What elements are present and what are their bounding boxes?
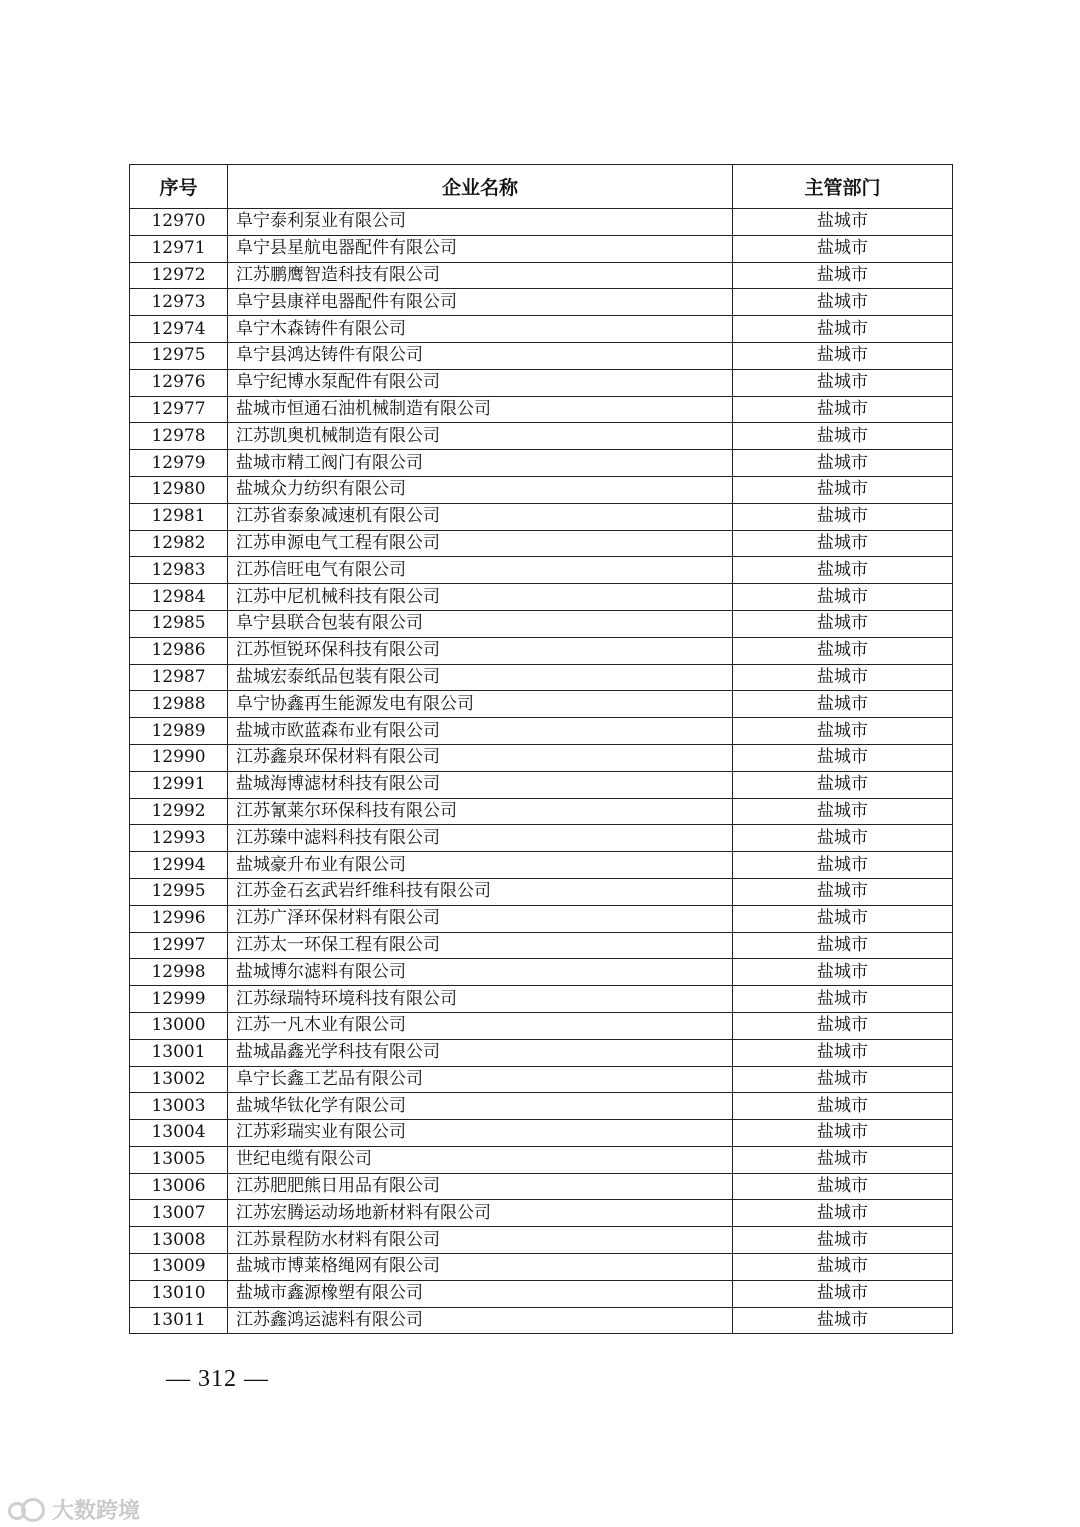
cell-dept: 盐城市 xyxy=(733,1173,953,1200)
table-row xyxy=(130,557,953,584)
cell-seq: 12993 xyxy=(130,825,228,852)
cell-dept: 盐城市 xyxy=(733,342,953,369)
cell-name: 江苏申源电气工程有限公司 xyxy=(228,530,733,557)
cell-name: 江苏彩瑞实业有限公司 xyxy=(228,1120,733,1147)
cell-seq: 12983 xyxy=(130,557,228,584)
table-row xyxy=(130,691,953,718)
table-row xyxy=(130,396,953,423)
cell-name: 盐城市鑫源橡塑有限公司 xyxy=(228,1280,733,1307)
cell-seq: 12992 xyxy=(130,798,228,825)
cell-dept: 盐城市 xyxy=(733,798,953,825)
cell-name: 江苏鹏鹰智造科技有限公司 xyxy=(228,262,733,289)
cell-seq: 12996 xyxy=(130,905,228,932)
cell-seq: 13002 xyxy=(130,1066,228,1093)
cell-dept: 盐城市 xyxy=(733,530,953,557)
cell-dept: 盐城市 xyxy=(733,557,953,584)
cell-dept: 盐城市 xyxy=(733,878,953,905)
table-row xyxy=(130,932,953,959)
table-row xyxy=(130,342,953,369)
cell-seq: 13006 xyxy=(130,1173,228,1200)
cell-dept: 盐城市 xyxy=(733,289,953,316)
table-row xyxy=(130,1200,953,1227)
cell-seq: 12985 xyxy=(130,610,228,637)
cell-seq: 12994 xyxy=(130,852,228,879)
cell-seq: 13011 xyxy=(130,1307,228,1334)
table-row xyxy=(130,798,953,825)
cell-seq: 12995 xyxy=(130,878,228,905)
table-row xyxy=(130,825,953,852)
cell-seq: 13009 xyxy=(130,1254,228,1281)
cell-seq: 12981 xyxy=(130,503,228,530)
cell-dept: 盐城市 xyxy=(733,718,953,745)
cell-dept: 盐城市 xyxy=(733,771,953,798)
cell-seq: 12977 xyxy=(130,396,228,423)
header-seq: 序号 xyxy=(130,165,228,209)
cell-name: 江苏鑫泉环保材料有限公司 xyxy=(228,744,733,771)
cell-dept: 盐城市 xyxy=(733,986,953,1013)
logo-icon xyxy=(8,1498,46,1522)
cell-dept: 盐城市 xyxy=(733,744,953,771)
cell-name: 盐城海博滤材科技有限公司 xyxy=(228,771,733,798)
cell-dept: 盐城市 xyxy=(733,1307,953,1334)
table-row xyxy=(130,476,953,503)
cell-name: 盐城华钛化学有限公司 xyxy=(228,1093,733,1120)
table-row xyxy=(130,1093,953,1120)
table-row xyxy=(130,1280,953,1307)
cell-dept: 盐城市 xyxy=(733,235,953,262)
cell-name: 世纪电缆有限公司 xyxy=(228,1146,733,1173)
table-row xyxy=(130,584,953,611)
cell-name: 江苏太一环保工程有限公司 xyxy=(228,932,733,959)
cell-seq: 12974 xyxy=(130,316,228,343)
cell-dept: 盐城市 xyxy=(733,905,953,932)
cell-seq: 13001 xyxy=(130,1039,228,1066)
table-row xyxy=(130,610,953,637)
table-row xyxy=(130,1120,953,1147)
table-row xyxy=(130,1307,953,1334)
cell-seq: 12980 xyxy=(130,476,228,503)
table-row xyxy=(130,1173,953,1200)
watermark xyxy=(8,1494,140,1525)
table-row xyxy=(130,1039,953,1066)
cell-name: 江苏一凡木业有限公司 xyxy=(228,1012,733,1039)
cell-name: 阜宁县联合包装有限公司 xyxy=(228,610,733,637)
watermark-text: 大数跨境 xyxy=(52,1499,141,1524)
cell-name: 阜宁纪博水泵配件有限公司 xyxy=(228,369,733,396)
cell-dept: 盐城市 xyxy=(733,1227,953,1254)
cell-dept: 盐城市 xyxy=(733,396,953,423)
table-row xyxy=(130,1227,953,1254)
cell-seq: 13007 xyxy=(130,1200,228,1227)
cell-name: 江苏鑫鸿运滤料有限公司 xyxy=(228,1307,733,1334)
cell-name: 江苏景程防水材料有限公司 xyxy=(228,1227,733,1254)
cell-dept: 盐城市 xyxy=(733,1039,953,1066)
cell-name: 盐城市博莱格绳网有限公司 xyxy=(228,1254,733,1281)
cell-name: 江苏臻中滤料科技有限公司 xyxy=(228,825,733,852)
cell-name: 盐城市恒通石油机械制造有限公司 xyxy=(228,396,733,423)
table-row xyxy=(130,852,953,879)
cell-seq: 12971 xyxy=(130,235,228,262)
table-row xyxy=(130,289,953,316)
cell-name: 江苏广泽环保材料有限公司 xyxy=(228,905,733,932)
cell-seq: 12982 xyxy=(130,530,228,557)
cell-seq: 12970 xyxy=(130,209,228,236)
cell-name: 盐城晶鑫光学科技有限公司 xyxy=(228,1039,733,1066)
cell-name: 盐城市欧蓝森布业有限公司 xyxy=(228,718,733,745)
cell-seq: 12987 xyxy=(130,664,228,691)
cell-name: 阜宁长鑫工艺品有限公司 xyxy=(228,1066,733,1093)
table-row xyxy=(130,718,953,745)
table-row xyxy=(130,664,953,691)
cell-name: 江苏凯奥机械制造有限公司 xyxy=(228,423,733,450)
cell-dept: 盐城市 xyxy=(733,1146,953,1173)
cell-seq: 12997 xyxy=(130,932,228,959)
table-row xyxy=(130,209,953,236)
cell-dept: 盐城市 xyxy=(733,423,953,450)
cell-name: 盐城众力纺织有限公司 xyxy=(228,476,733,503)
table-row xyxy=(130,262,953,289)
cell-seq: 12990 xyxy=(130,744,228,771)
cell-seq: 12991 xyxy=(130,771,228,798)
table-row xyxy=(130,235,953,262)
cell-dept: 盐城市 xyxy=(733,503,953,530)
cell-name: 阜宁协鑫再生能源发电有限公司 xyxy=(228,691,733,718)
table-row xyxy=(130,959,953,986)
cell-seq: 12978 xyxy=(130,423,228,450)
cell-name: 江苏中尼机械科技有限公司 xyxy=(228,584,733,611)
cell-seq: 12975 xyxy=(130,342,228,369)
cell-seq: 13003 xyxy=(130,1093,228,1120)
table-row xyxy=(130,744,953,771)
cell-dept: 盐城市 xyxy=(733,1200,953,1227)
cell-dept: 盐城市 xyxy=(733,316,953,343)
table-body xyxy=(130,209,953,1334)
table-row xyxy=(130,771,953,798)
cell-dept: 盐城市 xyxy=(733,450,953,477)
table-row xyxy=(130,1254,953,1281)
header-name: 企业名称 xyxy=(228,165,733,209)
cell-name: 江苏恒锐环保科技有限公司 xyxy=(228,637,733,664)
cell-name: 盐城市精工阀门有限公司 xyxy=(228,450,733,477)
table-header-row xyxy=(130,165,953,209)
cell-dept: 盐城市 xyxy=(733,1120,953,1147)
cell-name: 阜宁泰利泵业有限公司 xyxy=(228,209,733,236)
cell-name: 阜宁县康祥电器配件有限公司 xyxy=(228,289,733,316)
cell-dept: 盐城市 xyxy=(733,959,953,986)
table-row xyxy=(130,878,953,905)
cell-name: 江苏绿瑞特环境科技有限公司 xyxy=(228,986,733,1013)
table-row xyxy=(130,423,953,450)
enterprise-table-container xyxy=(129,164,952,1334)
cell-dept: 盐城市 xyxy=(733,637,953,664)
cell-seq: 12979 xyxy=(130,450,228,477)
cell-name: 阜宁木森铸件有限公司 xyxy=(228,316,733,343)
cell-seq: 12984 xyxy=(130,584,228,611)
cell-name: 江苏宏腾运动场地新材料有限公司 xyxy=(228,1200,733,1227)
enterprise-table xyxy=(129,164,953,1334)
cell-name: 盐城宏泰纸品包装有限公司 xyxy=(228,664,733,691)
table-row xyxy=(130,1066,953,1093)
cell-name: 江苏省泰象减速机有限公司 xyxy=(228,503,733,530)
cell-dept: 盐城市 xyxy=(733,209,953,236)
cell-seq: 13005 xyxy=(130,1146,228,1173)
cell-seq: 12976 xyxy=(130,369,228,396)
cell-dept: 盐城市 xyxy=(733,825,953,852)
cell-dept: 盐城市 xyxy=(733,610,953,637)
cell-name: 江苏氰莱尔环保科技有限公司 xyxy=(228,798,733,825)
cell-seq: 12972 xyxy=(130,262,228,289)
table-row xyxy=(130,316,953,343)
cell-dept: 盐城市 xyxy=(733,262,953,289)
cell-seq: 13010 xyxy=(130,1280,228,1307)
cell-dept: 盐城市 xyxy=(733,1066,953,1093)
cell-dept: 盐城市 xyxy=(733,1254,953,1281)
cell-name: 阜宁县星航电器配件有限公司 xyxy=(228,235,733,262)
table-row xyxy=(130,637,953,664)
table-row xyxy=(130,450,953,477)
cell-dept: 盐城市 xyxy=(733,852,953,879)
table-row xyxy=(130,986,953,1013)
cell-seq: 13008 xyxy=(130,1227,228,1254)
cell-seq: 12988 xyxy=(130,691,228,718)
cell-dept: 盐城市 xyxy=(733,691,953,718)
cell-dept: 盐城市 xyxy=(733,369,953,396)
page-number: — 312 — xyxy=(166,1366,269,1392)
cell-name: 盐城博尔滤料有限公司 xyxy=(228,959,733,986)
cell-seq: 12986 xyxy=(130,637,228,664)
table-row xyxy=(130,905,953,932)
table-row xyxy=(130,530,953,557)
cell-name: 江苏肥肥熊日用品有限公司 xyxy=(228,1173,733,1200)
cell-seq: 12999 xyxy=(130,986,228,1013)
cell-name: 盐城豪升布业有限公司 xyxy=(228,852,733,879)
header-dept: 主管部门 xyxy=(733,165,953,209)
cell-seq: 12989 xyxy=(130,718,228,745)
table-row xyxy=(130,1012,953,1039)
cell-seq: 13004 xyxy=(130,1120,228,1147)
cell-dept: 盐城市 xyxy=(733,1280,953,1307)
cell-name: 阜宁县鸿达铸件有限公司 xyxy=(228,342,733,369)
table-row xyxy=(130,503,953,530)
cell-dept: 盐城市 xyxy=(733,1093,953,1120)
cell-seq: 12998 xyxy=(130,959,228,986)
cell-dept: 盐城市 xyxy=(733,476,953,503)
cell-dept: 盐城市 xyxy=(733,664,953,691)
cell-name: 江苏金石玄武岩纤维科技有限公司 xyxy=(228,878,733,905)
cell-dept: 盐城市 xyxy=(733,1012,953,1039)
table-row xyxy=(130,1146,953,1173)
cell-name: 江苏信旺电气有限公司 xyxy=(228,557,733,584)
cell-seq: 12973 xyxy=(130,289,228,316)
cell-dept: 盐城市 xyxy=(733,932,953,959)
cell-seq: 13000 xyxy=(130,1012,228,1039)
table-row xyxy=(130,369,953,396)
cell-dept: 盐城市 xyxy=(733,584,953,611)
